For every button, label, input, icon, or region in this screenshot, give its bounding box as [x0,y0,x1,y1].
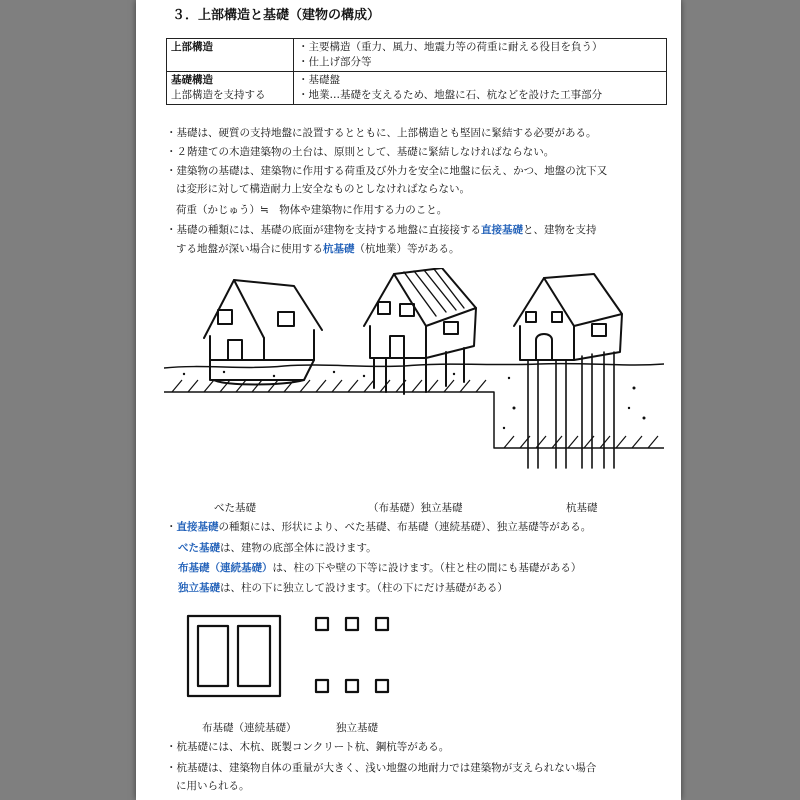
bullet-mark: ・ [166,521,177,533]
direct-foundation-line [166,520,591,534]
foundation-plan-illustration [176,610,416,710]
bullet-text: ・２階建ての木造建築物の土台は、原則として、基礎に緊結しなければならない。 [166,146,555,158]
table-header-cell [167,72,294,105]
caption-strip-foundation: 布基礎（連続基礎） [202,722,297,734]
text-run: する地盤が深い場合に使用する [176,243,323,255]
caption-spread-foundation: （布基礎）独立基礎 [368,502,463,514]
mat-foundation-line [178,541,377,555]
text-run: の種類には、形状により、べた基礎、布基礎（連続基礎）、独立基礎等がある。 [218,521,592,533]
row-header: 基礎構造 [171,74,213,86]
keyword-mat-foundation: べた基礎 [178,542,220,554]
bullet-text: ・建築物の基礎は、建築物に作用する荷重及び外力を安全に地盤に伝え、かつ、地盤の沈下又 [166,165,608,177]
bullet-text [176,242,460,256]
caption-isolated-foundation: 独立基礎 [336,722,378,734]
bullet-text: ・杭基礎は、建築物自体の重量が大きく、浅い地盤の地耐力では建築物が支えられない場合 [166,762,597,774]
isolated-foundation-line [178,581,508,595]
note-text: 荷重（かじゅう）≒ 物体や建築物に作用する力のこと。 [176,204,448,216]
foundation-types-illustration [164,268,664,496]
keyword-strip-foundation: 布基礎（連続基礎） [178,562,273,574]
table-row [167,72,667,105]
table-row [167,39,667,72]
bullet-text: は変形に対して構造耐力上安全なものとしなければならない。 [176,183,470,195]
text-run: は、柱の下に独立して設けます。（柱の下にだけ基礎がある） [220,582,508,594]
caption-mat-foundation: べた基礎 [214,502,256,514]
text-run: と、建物を支持 [523,224,597,236]
caption-pile-foundation: 杭基礎 [566,502,598,514]
row-header: 上部構造 [171,41,213,53]
bullet-text: に用いられる。 [176,780,250,792]
bullet-text: ・杭基礎には、木杭、既製コンクリート杭、鋼杭等がある。 [166,741,450,753]
table-item: ・地業…基礎を支えるため、地盤に石、杭などを設けた工事部分 [298,89,603,101]
keyword-pile-foundation: 杭基礎 [323,243,355,255]
row-subheader: 上部構造を支持する [171,89,266,101]
text-run: は、柱の下や壁の下等に設けます。（柱と柱の間にも基礎がある） [272,562,582,574]
table-item: ・主要構造（重力、風力、地震力等の荷重に耐える役目を負う） [298,41,603,53]
table-items-cell [294,72,667,105]
table-items-cell [294,39,667,72]
section-title: ３．上部構造と基礎（建物の構成） [172,8,381,23]
bullet-text [166,223,597,237]
keyword-direct-foundation: 直接基礎 [481,224,523,236]
text-run: （杭地業）等がある。 [354,243,460,255]
text-run: ・基礎の種類には、基礎の底面が建物を支持する地盤に直接接する [166,224,481,236]
table-item: ・仕上げ部分等 [298,56,372,68]
structure-table [166,38,667,105]
strip-foundation-line [178,561,581,575]
text-run: は、建物の底部全体に設けます。 [220,542,377,554]
table-item: ・基礎盤 [298,74,340,86]
bullet-text: ・基礎は、硬質の支持地盤に設置するとともに、上部構造とも堅固に緊結する必要がある。 [166,127,597,139]
keyword-direct-foundation: 直接基礎 [176,521,219,533]
keyword-isolated-foundation: 独立基礎 [178,582,220,594]
document-page [136,0,681,800]
table-header-cell [167,39,294,72]
